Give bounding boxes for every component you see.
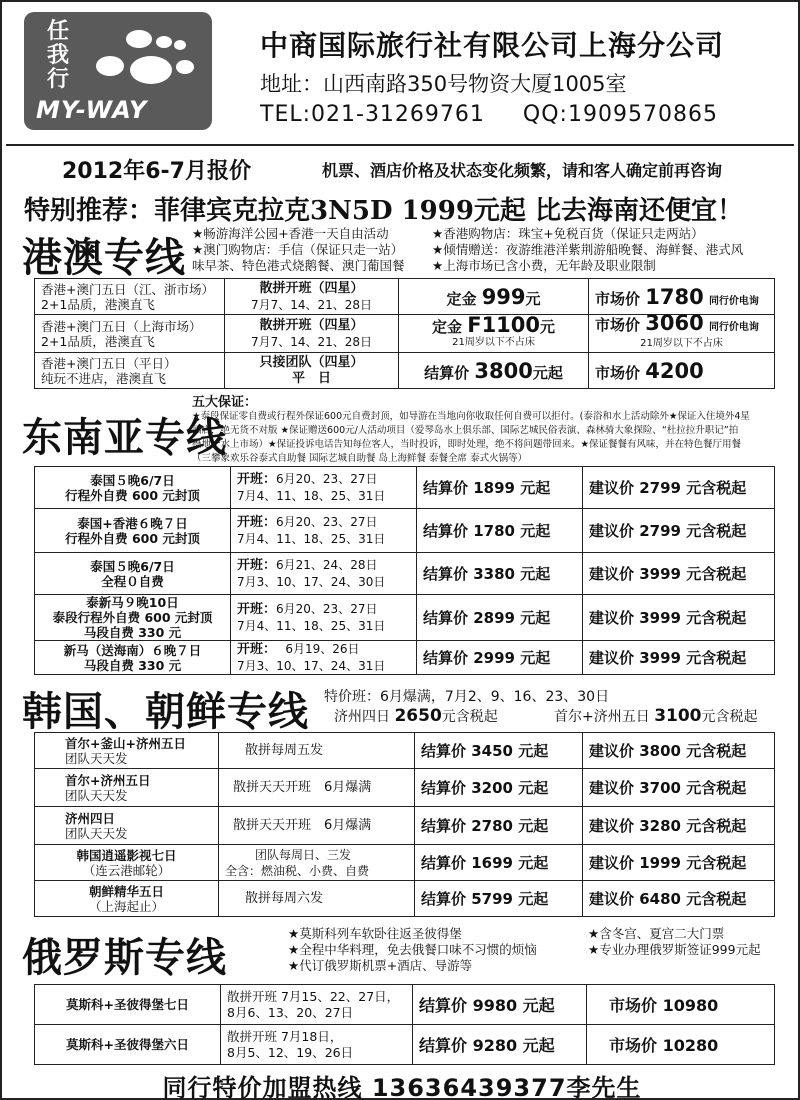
table-row [35,641,775,675]
market-price: 市场价 10980 [587,985,775,1025]
market-label: 市场价 [595,363,641,382]
schedule-label: 开班： [237,472,277,487]
report-title: 2012年6-7月报价 [62,159,251,184]
section-title-korea: 韩国、朝鲜专线 [22,688,309,735]
dates: 6月20、23、27日 [276,472,378,486]
seoul-unit: 元含税起 [701,709,758,725]
dates: 7月7、14、21、28日 [250,334,373,349]
korea-jeju-special [334,706,498,726]
hkmacau-notes [192,226,743,274]
route-name: 首尔+济州五日 [65,772,151,788]
sea-table [34,466,775,675]
footprint-icon [90,26,200,98]
hkmacau-note: ★倾情赠送：夜游维港洋紫荆游船晚餐、海鲜餐、港式风 [432,242,744,257]
route-name: 莫斯科+圣彼得堡七日 [35,985,221,1025]
route-name: 首尔+釜山+济州五日 [65,735,186,751]
schedule: 只接团队（四星） [259,354,364,370]
logo-chinese-text: 任我行 [46,19,69,92]
price-unit: 元 [540,317,556,336]
settle-price: 结算价 2780 元起 [415,807,583,845]
hkmacau-note: ★香港购物店：珠宝+免税百货（保证只走两站） [432,226,704,241]
table-row [35,279,775,315]
route-name: 香港+澳门五日（江、浙市场） [41,281,214,297]
table-row [35,985,775,1025]
route-name: 莫斯科+圣彼得堡六日 [35,1025,221,1065]
market-unit: 同行价电询 [708,322,759,333]
route-sub: 纯玩不进店，港澳直飞 [41,370,167,386]
schedule-label: 开班： [237,602,277,617]
table-row [35,467,775,509]
settle-price: 结算价 2999 元起 [417,641,583,675]
franchise-hotline: 同行特价加盟热线 13636439377李先生 [162,1074,642,1100]
sea-note: （三攀象欢乐谷泰式自助餐 国际艺城自助餐 岛上海鲜餐 泰餐全席 泰式火锅等） [192,453,528,464]
route-sub: 行程外自费 600 元封顶 [65,530,200,546]
price-value: 999 [481,284,526,309]
market-price: 市场价 10280 [587,1025,775,1065]
dates: 7月3、10、17、24、31日 [237,659,386,673]
dates: 7月4、11、18、25、31日 [237,532,386,546]
korea-table [34,732,775,917]
suggested-price: 建议价 3800 元含税起 [583,733,775,769]
settle-price: 结算价 3450 元起 [415,733,583,769]
schedule: 散拼开班（四星） [259,317,364,333]
table-row [35,353,775,389]
market-note: 21周岁以下不占床 [640,338,723,349]
route-sub: 泰段行程外自费 600 元封顶 [52,610,213,625]
route-name: 泰国５晚6/7日 [90,472,175,488]
dates: 7月3、10、17、24、30日 [237,575,386,589]
route-name: 韩国逍遥影视七日 [76,847,177,863]
route-sub: 团队天天发 [65,787,128,803]
schedule: 散拼天天开班 6月爆满 [219,807,415,845]
sea-note: ★泰段保证零自费或行程外保证600元自费封顶，如导游在当地向你收取任何自费可以拒付。(泰浴和水上活动除外★保证入住境外4星 [192,411,750,422]
price-unit: 元 [525,289,541,308]
settle-price: 结算价 1699 元起 [415,845,583,881]
korea-special-line: 特价班：6月爆满，7月2、9、16、23、30日 [324,689,610,705]
company-logo [24,12,212,130]
route-sub: 2+1品质，港澳直飞 [41,333,155,349]
russia-table [34,984,775,1065]
schedule-label: 开班： [237,515,277,530]
suggested-price: 建议价 1999 元含税起 [583,845,775,881]
route-name: 泰国+香港６晚７日 [77,515,188,531]
jeju-unit: 元含税起 [441,709,498,725]
market-value: 1780 [645,284,704,309]
suggested-price: 建议价 3999 元含税起 [583,595,775,641]
dates: 7月4、11、18、25、31日 [237,619,386,633]
schedule: 散拼天天开班 6月爆满 [219,769,415,807]
market-label: 市场价 [595,316,641,334]
schedule: 团队每周日、三发 [255,847,352,862]
table-row [35,595,775,641]
table-row [35,509,775,553]
table-row [35,315,775,353]
russia-note: ★莫斯科列车软卧往返圣彼得堡 [288,926,462,941]
hkmacau-note: ★上海市场已含小费，无年龄及职业限制 [432,258,656,273]
company-name: 中商国际旅行社有限公司上海分公司 [260,29,725,62]
route-sub: 团队天天发 [65,750,128,766]
suggested-price: 建议价 2799 元含税起 [583,467,775,509]
price-unit: 元起 [532,363,563,382]
sea-note: 摄地一水上市场）★保证投诉电话告知每位客人，当时投诉，即时处理，绝不将问题带回来。★保证餐餐有风味，并在特色餐厅用餐 [192,439,742,450]
schedule-label: 开班： [237,558,277,573]
market-value: 4200 [645,358,704,383]
market-unit: 同行价电询 [708,295,759,307]
settle-price: 结算价 1899 元起 [417,467,583,509]
schedule-detail: 全含：燃油税、小费、自费 [225,863,370,878]
hkmacau-note: ★澳门购物店：手信（保证只走一站） [192,242,404,257]
route-sub: 马段自费 330 元 [83,625,182,640]
schedule: 散拼开班（四星） [259,280,364,296]
company-address: 地址：山西南路350号物资大厦1005室 [260,72,627,96]
russia-note: ★代订俄罗斯机票+酒店、导游等 [288,958,473,973]
price-label: 结算价 [424,363,470,382]
dates: 6月19、26日 [285,642,360,656]
hkmacau-note: 味早茶、特色港式烧鹅餐、澳门葡国餐 [192,258,405,273]
route-sub: 马段自费 330 元 [83,657,182,673]
route-name: 泰国５晚6/7日 [90,558,175,574]
route-name: 朝鲜精华五日 [88,883,164,899]
route-name: 泰新马９晚10日 [86,595,179,610]
table-row [35,1025,775,1065]
dates: 6月21、24、28日 [276,558,378,572]
jeju-label: 济州四日 [334,709,390,725]
price-note: 21周岁以下不占床 [452,336,535,348]
sea-note: 酒店，绝无货不对版 ★保证赠送600元/人活动项目（爱琴岛水上俱乐部、国际艺城民俗表演、森林骑大象探险、“杜拉拉升职记”拍 [192,425,739,436]
route-sub: 团队天天发 [65,825,128,841]
suggested-price: 建议价 6480 元含税起 [583,881,775,917]
telephone: TEL:021-31269761 [260,102,485,127]
seoul-label: 首尔+济州五日 [554,709,650,725]
settle-price: 结算价 5799 元起 [415,881,583,917]
schedule: 散拼每周五发 [219,733,415,769]
dates: 8月5、12、19、26日 [227,1044,354,1060]
hkmacau-note: ★畅游海洋公园+香港一天自由活动 [192,226,389,241]
route-sub: （连云港邮轮） [82,862,171,878]
route-name: 新马（送海南）６晚７日 [63,642,202,658]
suggested-price: 建议价 3999 元含税起 [583,641,775,675]
schedule: 散拼每周六发 [219,881,415,917]
section-title-russia: 俄罗斯专线 [22,934,227,981]
route-sub: 2+1品质，港澳直飞 [41,296,155,312]
route-sub: 行程外自费 600 元封顶 [65,487,200,503]
logo-english-text: MY-WAY [36,96,148,124]
dates: 7月4、11、18、25、31日 [237,489,386,503]
route-name: 香港+澳门五日（上海市场） [41,318,202,334]
section-title-hkmacau: 港澳专线 [22,234,186,281]
sea-guarantee-title: 五大保证： [192,395,258,410]
dates: 8月6、13、20、27日 [227,1004,354,1020]
schedule-label: 开班： [237,642,270,657]
schedule: 散拼开班 7月15、22、27日， [227,988,400,1004]
settle-price: 结算价 9980 元起 [413,985,587,1025]
hkmacau-table [34,278,775,389]
price-value: F1100 [467,312,541,337]
suggested-price: 建议价 3700 元含税起 [583,769,775,807]
table-row [35,733,775,769]
dates: 平 日 [291,370,331,386]
suggested-price: 建议价 3999 元含税起 [583,553,775,595]
suggested-price: 建议价 2799 元含税起 [583,509,775,553]
settle-price: 结算价 3380 元起 [417,553,583,595]
market-value: 3060 [645,311,704,335]
special-recommendation: 特别推荐：菲律宾克拉克3N5D 1999元起 比去海南还便宜！ [24,196,743,226]
route-name: 济州四日 [65,810,116,826]
sea-notes [192,410,750,466]
route-name: 香港+澳门五日（平日） [41,355,177,371]
dates: 6月20、23、27日 [276,602,378,616]
price-value: 3800 [474,358,533,383]
jeju-price: 2650 [394,706,442,726]
suggested-price: 建议价 3280 元含税起 [583,807,775,845]
table-row [35,807,775,845]
table-row [35,553,775,595]
contact-line [260,102,748,127]
seoul-price: 3100 [654,706,702,726]
route-sub: 全程０自费 [101,573,164,589]
settle-price: 结算价 9280 元起 [413,1025,587,1065]
dates: 7月7、14、21、28日 [250,297,373,312]
section-title-sea: 东南亚专线 [22,414,227,461]
route-sub: （上海起止） [88,898,164,914]
header-divider [6,144,794,146]
table-row [35,881,775,917]
russia-note: ★专业办理俄罗斯签证999元起 [588,942,761,957]
russia-note: ★含冬宫、夏宫二大门票 [588,926,725,941]
report-note: 机票、酒店价格及状态变化频繁，请和客人确定前再咨询 [322,161,723,180]
russia-note: ★全程中华料理，免去俄餐口味不习惯的烦恼 [288,942,537,957]
price-label: 定金 [431,317,462,336]
settle-price: 结算价 2899 元起 [417,595,583,641]
market-label: 市场价 [595,289,641,308]
schedule: 散拼开班 7月18日， [227,1028,343,1044]
settle-price: 结算价 1780 元起 [417,509,583,553]
table-row [35,845,775,881]
dates: 6月20、23、27日 [276,515,378,529]
settle-price: 结算价 3200 元起 [415,769,583,807]
russia-notes [288,926,761,974]
table-row [35,769,775,807]
price-label: 定金 [446,289,477,308]
qq-number: QQ:1909570865 [522,102,718,127]
korea-seoul-special [554,706,758,726]
